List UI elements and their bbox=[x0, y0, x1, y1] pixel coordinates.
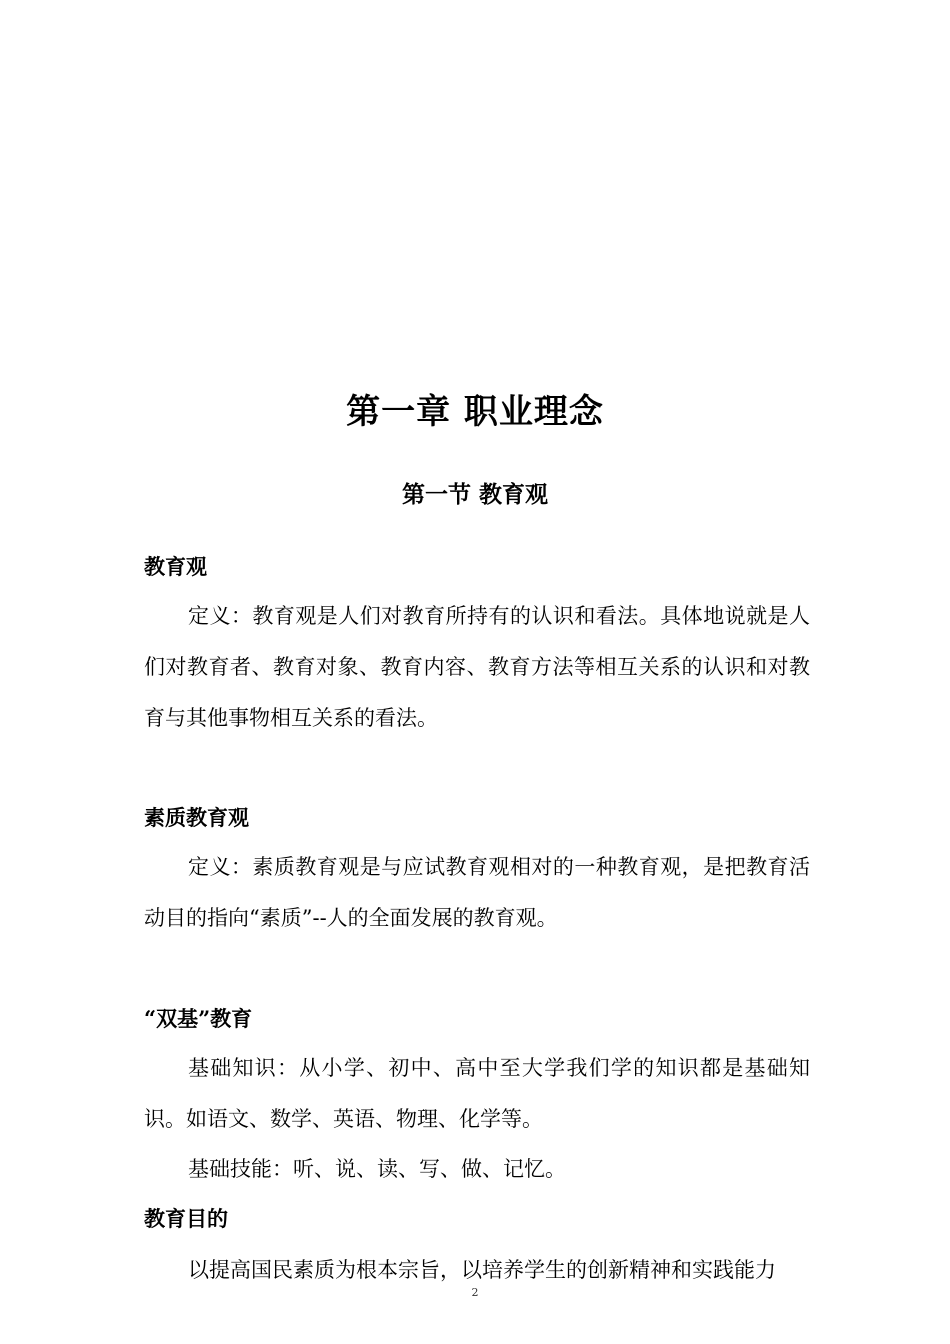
paragraph-quality-education-definition: 定义：素质教育观是与应试教育观相对的一种教育观，是把教育活动目的指向“素质”--人的全面发展的教育观。 bbox=[144, 855, 810, 930]
heading-quality-education-view: 素质教育观 bbox=[144, 805, 249, 830]
paragraph-education-goal: 以提高国民素质为根本宗旨，以培养学生的创新精神和实践能力 bbox=[188, 1258, 776, 1282]
chapter-title: 第一章 职业理念 bbox=[346, 392, 604, 432]
heading-education-goal: 教育目的 bbox=[144, 1206, 228, 1231]
paragraph-basic-skills: 基础技能：听、说、读、写、做、记忆。 bbox=[188, 1157, 566, 1181]
paragraph-basic-knowledge: 基础知识：从小学、初中、高中至大学我们学的知识都是基础知识。如语文、数学、英语、物理、化学等。 bbox=[144, 1056, 810, 1131]
paragraph-education-view-definition: 定义：教育观是人们对教育所持有的认识和看法。具体地说就是人们对教育者、教育对象、教育内容、教育方法等相互关系的认识和对教育与其他事物相互关系的看法。 bbox=[144, 604, 810, 730]
page-number: 2 bbox=[471, 1286, 479, 1299]
section-title: 第一节 教育观 bbox=[401, 481, 548, 508]
heading-education-view: 教育观 bbox=[144, 554, 207, 579]
heading-double-basics: “双基”教育 bbox=[144, 1006, 253, 1031]
